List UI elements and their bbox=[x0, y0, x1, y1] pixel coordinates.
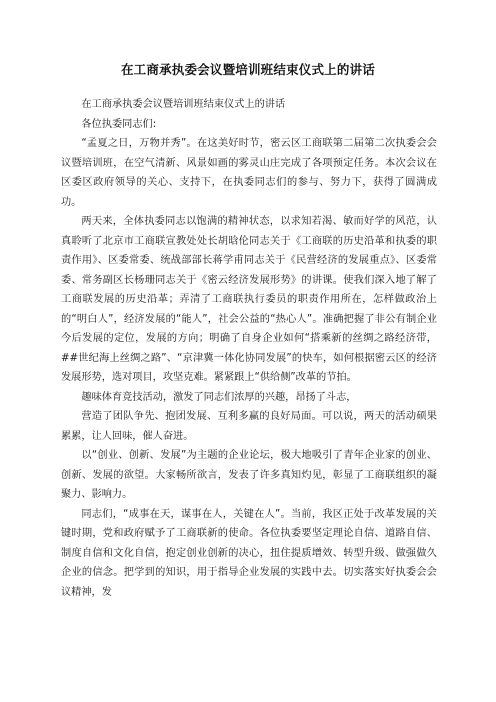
body-paragraph: 两天来，全体执委同志以饱满的精神状态，以求知若渴、敏而好学的风范，认真聆听了北京市工商联宣教处处长胡晗伦同志关于《工商联的历史沿革和执委的职责作用》、区委常委、统战部部长蒋学甫同志关于《民营经济的发展重点》、区委常委、常务副区长杨珊同志关于《密云经济发展形势》的讲课。使我们深入地了解了工商联发展的历史沿革；弄清了工商联执行委员的职责作用所在，怎样做政治上的“明白人”，经济发展的“能人”，社会公益的“热心人”。准确把握了非公有制企业今后发展的定位，发展的方向；明确了自身企业如何“搭乘新的丝绸之路经济带，##世纪海上丝绸之路”、“京津冀一体化协同发展”的快车，如何根据密云区的经济发展形势，选对项目，攻坚克难。紧紧跟上“供给侧”改革的节拍。 bbox=[61, 216, 437, 383]
document-body bbox=[61, 95, 437, 602]
body-paragraph: “孟夏之日，万物并秀”。在这美好时节，密云区工商联第二届第二次执委会会议暨培训班，在空气清新、风景如画的雾灵山庄完成了各项预定任务。本次会议在区委区政府领导的关心、支持下，在执委同志们的参与、努力下，获得了圆满成功。 bbox=[61, 138, 437, 208]
document-title: 在工商承执委会议暨培训班结束仪式上的讲话 bbox=[120, 62, 375, 77]
body-paragraph: 趣味体育竞技活动，激发了同志们浓厚的兴趣，昂扬了斗志， bbox=[81, 391, 357, 403]
body-paragraph: 营造了团队争先、抱团发展、互利多赢的良好局面。可以说，两天的活动硕果累累，让人回味，催人奋进。 bbox=[61, 411, 437, 442]
subtitle-paragraph: 在工商承执委会议暨培训班结束仪式上的讲话 bbox=[81, 99, 286, 110]
salutation-paragraph: 各位执委同志们: bbox=[81, 118, 157, 130]
body-paragraph: 以“创业、创新、发展”为主题的企业论坛，极大地吸引了青年企业家的创业、创新、发展的欲望。大家畅所欲言，发表了许多真知灼见，彰显了工商联组织的凝聚力、影响力。 bbox=[61, 450, 437, 500]
body-paragraph: 同志们，“成事在天，谋事在人，关键在人”。当前，我区正处于改革发展的关键时期，党和政府赋予了工商联新的使命。各位执委要坚定理论自信、道路自信、制度自信和文化自信，抱定创业创新的决心，扭住提质增效、转型升级、做强做久企业的信念。把学到的知识，用于指导企业发展的实践中去。切实落实好执委会会议精神，发 bbox=[61, 508, 437, 598]
